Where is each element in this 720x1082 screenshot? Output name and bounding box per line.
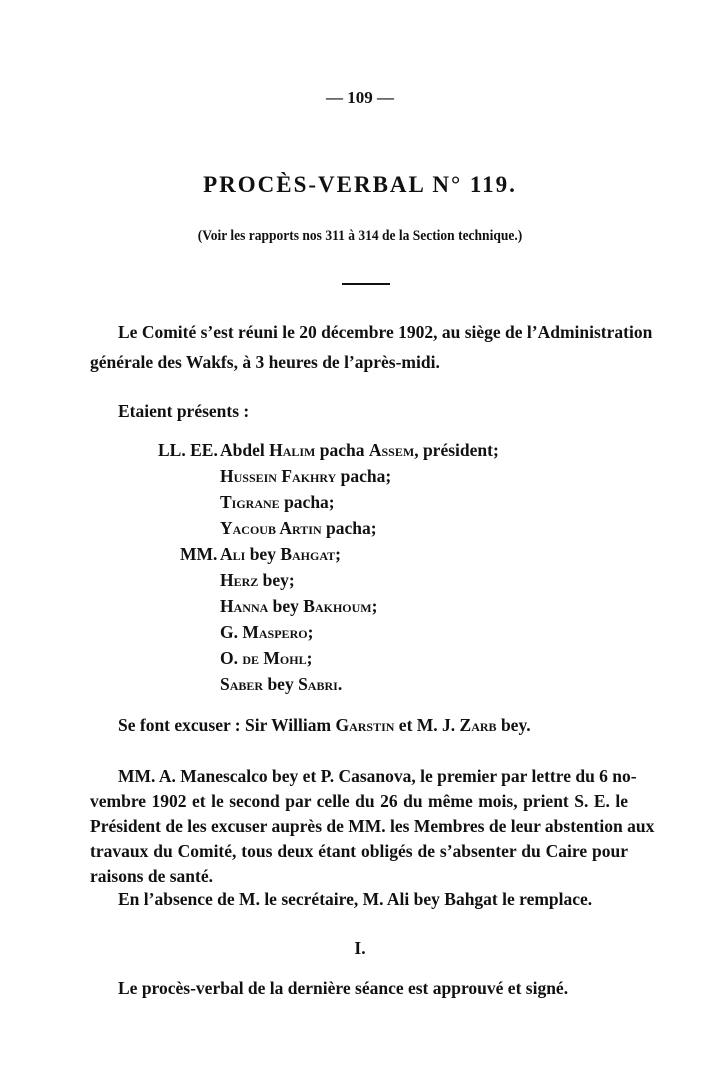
member-row-7: Hanna bey Bakhoum; bbox=[220, 596, 378, 616]
approval-line: Le procès-verbal de la dernière séance est approuvé et signé. bbox=[118, 978, 569, 998]
para-line-5: raisons de santé. bbox=[90, 866, 213, 886]
para-line-6: En l’absence de M. le secrétaire, M. Ali bey Bahgat le remplace. bbox=[118, 889, 593, 909]
page-title: PROCÈS-VERBAL N° 119. bbox=[203, 172, 517, 197]
member-row-10: Saber bey Sabri. bbox=[220, 674, 343, 694]
member-row-1: Abdel Halim pacha Assem, président; bbox=[220, 440, 499, 460]
member-row-8: G. Maspero; bbox=[220, 622, 314, 642]
excused-line: Se font excuser : Sir William Garstin et M. J. Zarb bey. bbox=[118, 715, 531, 735]
page-number: — 109 — bbox=[326, 88, 394, 107]
ll-ee-label: LL. EE. bbox=[158, 440, 218, 460]
member-row-9: O. de Mohl; bbox=[220, 648, 313, 668]
title-rule bbox=[342, 283, 390, 285]
para-line-4: travaux du Comité, tous deux étant obligés de s’absenter du Caire pour bbox=[90, 841, 628, 861]
member-row-4: Yacoub Artin pacha; bbox=[220, 518, 377, 538]
section-heading: I. bbox=[354, 938, 366, 958]
member-row-6: Herz bey; bbox=[220, 570, 295, 590]
para-line-2: vembre 1902 et le second par celle du 26 du même mois, prient S. E. le bbox=[90, 791, 628, 811]
para-line-1: MM. A. Manescalco bey et P. Casanova, le premier par lettre du 6 no- bbox=[118, 766, 637, 786]
subtitle: (Voir les rapports nos 311 à 314 de la Section technique.) bbox=[197, 228, 523, 244]
member-row-5: Ali bey Bahgat; bbox=[220, 544, 341, 564]
mm-label: MM. bbox=[180, 544, 218, 564]
para-line-3: Président de les excuser auprès de MM. les Membres de leur abstention aux bbox=[90, 816, 655, 836]
present-label: Etaient présents : bbox=[118, 401, 250, 421]
intro-line-1: Le Comité s’est réuni le 20 décembre 1902, au siège de l’Administration bbox=[118, 322, 653, 342]
member-row-3: Tigrane pacha; bbox=[220, 492, 335, 512]
member-row-2: Hussein Fakhry pacha; bbox=[220, 466, 392, 486]
intro-line-2: générale des Wakfs, à 3 heures de l’après-midi. bbox=[90, 352, 440, 372]
